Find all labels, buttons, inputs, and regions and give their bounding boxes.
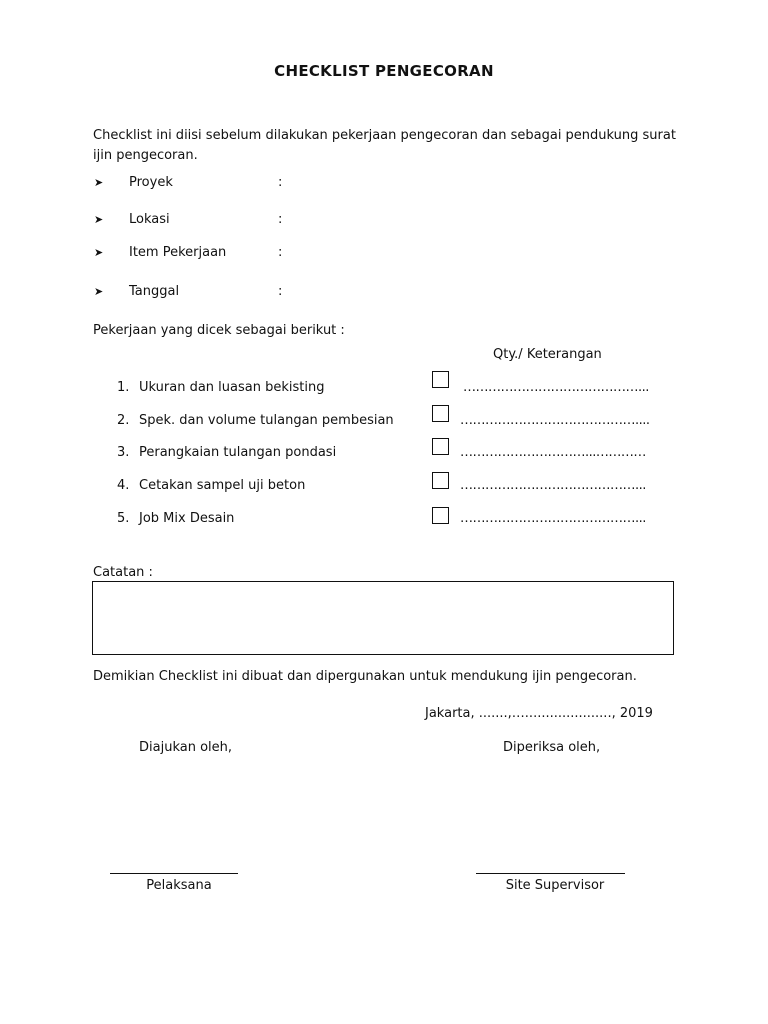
intro-paragraph: Checklist ini diisi sebelum dilakukan pekerjaan pengecoran dan sebagai pendukung surat ijin pengecoran. bbox=[93, 128, 676, 163]
field-label-tanggal: Tanggal bbox=[129, 284, 180, 299]
item-label: Perangkaian tulangan pondasi bbox=[139, 445, 337, 460]
item-number: 3. bbox=[117, 445, 130, 460]
arrow-bullet-icon: ➤ bbox=[94, 176, 104, 189]
item-qty-dots: ……………………………………... bbox=[460, 478, 646, 493]
item-checkbox[interactable] bbox=[432, 405, 449, 422]
item-number: 1. bbox=[117, 380, 130, 395]
item-label: Cetakan sampel uji beton bbox=[139, 478, 306, 493]
field-colon: : bbox=[278, 284, 283, 299]
item-checkbox[interactable] bbox=[432, 472, 449, 489]
checked-by-label: Diperiksa oleh, bbox=[503, 740, 601, 755]
item-qty-dots: …………………………………….... bbox=[460, 413, 650, 428]
qty-header: Qty./ Keterangan bbox=[493, 347, 602, 362]
signer-role-left: Pelaksana bbox=[146, 878, 212, 893]
signer-role-right: Site Supervisor bbox=[505, 878, 605, 893]
check-intro: Pekerjaan yang dicek sebagai berikut : bbox=[93, 323, 345, 338]
field-colon: : bbox=[278, 212, 283, 227]
arrow-bullet-icon: ➤ bbox=[94, 285, 104, 298]
field-label-lokasi: Lokasi bbox=[129, 212, 170, 227]
item-qty-dots: ……………………………………... bbox=[463, 380, 649, 395]
place-date-line: Jakarta, .......,…....................., 2019 bbox=[425, 706, 653, 721]
item-number: 5. bbox=[117, 511, 130, 526]
item-qty-dots: …………………………...………… bbox=[460, 445, 646, 460]
field-label-proyek: Proyek bbox=[129, 175, 173, 190]
item-number: 4. bbox=[117, 478, 130, 493]
item-checkbox[interactable] bbox=[432, 507, 449, 524]
notes-label: Catatan : bbox=[93, 565, 153, 580]
notes-box[interactable] bbox=[92, 581, 674, 655]
field-label-item-pekerjaan: Item Pekerjaan bbox=[129, 245, 227, 260]
item-checkbox[interactable] bbox=[432, 371, 449, 388]
item-label: Ukuran dan luasan bekisting bbox=[139, 380, 325, 395]
item-label: Spek. dan volume tulangan pembesian bbox=[139, 413, 394, 428]
signature-line-right bbox=[476, 873, 625, 874]
item-qty-dots: ……………………………………... bbox=[460, 511, 646, 526]
field-colon: : bbox=[278, 245, 283, 260]
item-label: Job Mix Desain bbox=[139, 511, 235, 526]
arrow-bullet-icon: ➤ bbox=[94, 213, 104, 226]
submitted-by-label: Diajukan oleh, bbox=[139, 740, 233, 755]
signature-line-left bbox=[110, 873, 238, 874]
closing-statement: Demikian Checklist ini dibuat dan dipergunakan untuk mendukung ijin pengecoran. bbox=[93, 669, 637, 684]
item-number: 2. bbox=[117, 413, 130, 428]
field-colon: : bbox=[278, 175, 283, 190]
arrow-bullet-icon: ➤ bbox=[94, 246, 104, 259]
document-title: CHECKLIST PENGECORAN bbox=[274, 62, 494, 80]
item-checkbox[interactable] bbox=[432, 438, 449, 455]
